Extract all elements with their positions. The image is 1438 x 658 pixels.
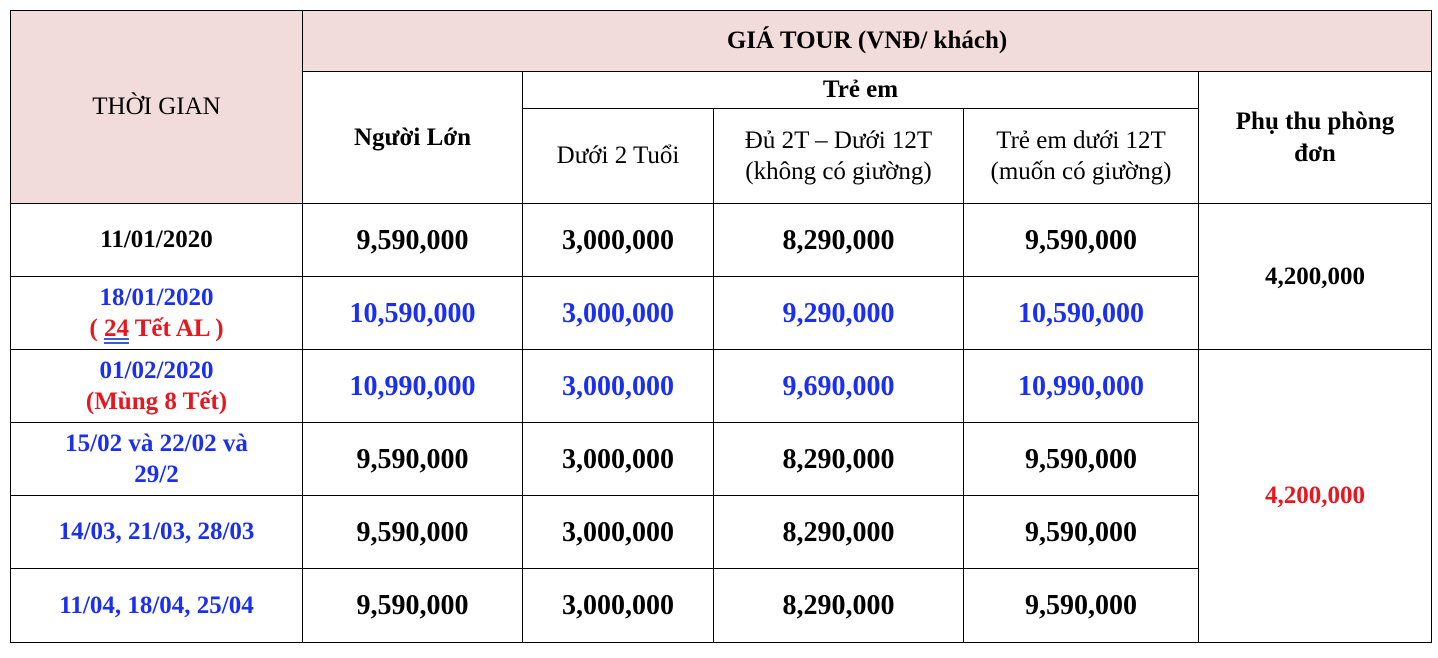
tour-price-table <box>10 10 1432 643</box>
price-adult: 10,990,000 <box>303 350 523 423</box>
price-adult: 9,590,000 <box>303 569 523 643</box>
row-date <box>11 204 303 277</box>
header-under2 <box>523 109 714 204</box>
date-text: 18/01/2020 <box>99 283 214 311</box>
price-withbed: 10,990,000 <box>964 350 1199 423</box>
date-text: 11/04, 18/04, 25/04 <box>59 591 254 619</box>
header-withbed-line2: (muốn có giường) <box>990 158 1172 185</box>
table-row <box>11 204 1432 277</box>
price-adult: 9,590,000 <box>303 496 523 569</box>
header-nobed-line2: (không có giường) <box>745 158 932 185</box>
header-withbed-line1: Trẻ em dưới 12T <box>996 126 1166 154</box>
price-under2: 3,000,000 <box>523 350 714 423</box>
price-adult: 10,590,000 <box>303 277 523 350</box>
row-date <box>11 350 303 423</box>
header-children <box>523 72 1199 109</box>
header-adult <box>303 72 523 204</box>
price-withbed: 9,590,000 <box>964 496 1199 569</box>
price-title: GIÁ TOUR (VNĐ/ khách) <box>726 27 1008 55</box>
row-date <box>11 423 303 496</box>
header-adult-label: Người Lớn <box>353 123 472 151</box>
price-withbed: 9,590,000 <box>964 569 1199 643</box>
header-withbed <box>964 109 1199 204</box>
price-nobed: 8,290,000 <box>714 569 964 643</box>
header-single-line2: đơn <box>1294 139 1336 167</box>
date-text: 11/01/2020 <box>100 226 213 254</box>
header-time <box>11 11 303 204</box>
price-under2: 3,000,000 <box>523 204 714 277</box>
date-text: 15/02 và 22/02 và <box>65 429 248 457</box>
price-under2: 3,000,000 <box>523 277 714 350</box>
row-date <box>11 569 303 643</box>
header-under2-label: Dưới 2 Tuổi <box>556 142 680 170</box>
date-text-cont: 29/2 <box>134 461 179 488</box>
price-adult: 9,590,000 <box>303 423 523 496</box>
header-price-title <box>303 11 1432 72</box>
price-under2: 3,000,000 <box>523 423 714 496</box>
header-single-surcharge <box>1199 72 1432 204</box>
date-text: 01/02/2020 <box>99 356 214 384</box>
price-nobed: 9,290,000 <box>714 277 964 350</box>
header-single-line1: Phụ thu phòng <box>1235 108 1395 136</box>
price-nobed: 9,690,000 <box>714 350 964 423</box>
date-note-close: Tết AL ) <box>128 315 224 342</box>
surcharge-value: 4,200,000 <box>1199 204 1432 350</box>
price-withbed: 9,590,000 <box>964 423 1199 496</box>
price-nobed: 8,290,000 <box>714 496 964 569</box>
price-withbed: 9,590,000 <box>964 204 1199 277</box>
price-under2: 3,000,000 <box>523 569 714 643</box>
date-note <box>15 313 298 344</box>
header-nobed <box>714 109 964 204</box>
header-nobed-line1: Đủ 2T – Dưới 12T <box>744 126 933 154</box>
price-nobed: 8,290,000 <box>714 423 964 496</box>
surcharge-value: 4,200,000 <box>1199 350 1432 643</box>
header-children-label: Trẻ em <box>822 76 899 104</box>
header-time-label: THỜI GIAN <box>92 93 221 121</box>
date-note-open: ( <box>89 315 104 342</box>
price-adult: 9,590,000 <box>303 204 523 277</box>
row-date <box>11 277 303 350</box>
price-withbed: 10,590,000 <box>964 277 1199 350</box>
date-text: 14/03, 21/03, 28/03 <box>58 518 255 546</box>
date-note: (Mùng 8 Tết) <box>85 388 228 415</box>
date-note-day: 24 <box>103 315 129 342</box>
price-nobed: 8,290,000 <box>714 204 964 277</box>
row-date <box>11 496 303 569</box>
price-under2: 3,000,000 <box>523 496 714 569</box>
table-row <box>11 350 1432 423</box>
